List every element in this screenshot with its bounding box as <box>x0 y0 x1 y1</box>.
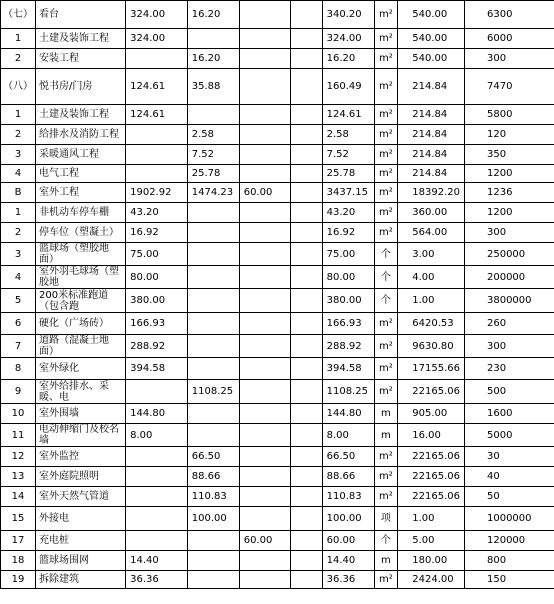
amount: 250000 <box>464 243 554 266</box>
item-name: 悦书房/门房 <box>36 69 126 105</box>
table-row <box>1 1 554 29</box>
unit: m² <box>374 1 398 29</box>
equipment-quantity <box>239 243 291 266</box>
spacer-cell <box>291 447 322 467</box>
unit-price: 214.84 <box>398 69 465 105</box>
unit: m² <box>374 313 398 335</box>
spacer-cell <box>291 49 322 69</box>
item-name: 充电桩 <box>36 531 126 551</box>
item-name: 土建及装饰工程 <box>36 29 126 49</box>
equipment-quantity <box>239 165 291 183</box>
table-row <box>1 404 554 424</box>
total-quantity: 25.78 <box>322 165 374 183</box>
table-row <box>1 203 554 223</box>
amount: 230 <box>464 358 554 380</box>
row-number: 11 <box>1 424 36 447</box>
item-name: 室外工程 <box>36 183 126 203</box>
row-number: 4 <box>1 266 36 289</box>
spacer-cell <box>291 571 322 589</box>
item-name: 道路（混凝土地面） <box>36 335 126 358</box>
unit: m² <box>374 49 398 69</box>
civil-quantity: 14.40 <box>126 551 188 571</box>
equipment-quantity <box>239 29 291 49</box>
install-quantity <box>187 358 239 380</box>
unit-price: 5.00 <box>398 531 465 551</box>
total-quantity: 88.66 <box>322 467 374 487</box>
spacer-cell <box>291 223 322 243</box>
spacer-cell <box>291 335 322 358</box>
equipment-quantity <box>239 49 291 69</box>
civil-quantity <box>126 165 188 183</box>
amount: 1236 <box>464 183 554 203</box>
item-name: 室外绿化 <box>36 358 126 380</box>
civil-quantity: 324.00 <box>126 1 188 29</box>
total-quantity: 16.92 <box>322 223 374 243</box>
equipment-quantity <box>239 335 291 358</box>
install-quantity <box>187 266 239 289</box>
table-row <box>1 105 554 125</box>
total-quantity: 1108.25 <box>322 380 374 404</box>
total-quantity: 66.50 <box>322 447 374 467</box>
install-quantity <box>187 571 239 589</box>
unit-price: 18392.20 <box>398 183 465 203</box>
civil-quantity: 8.00 <box>126 424 188 447</box>
unit: 个 <box>374 531 398 551</box>
civil-quantity: 43.20 <box>126 203 188 223</box>
item-name: 篮球场围网 <box>36 551 126 571</box>
table-row <box>1 165 554 183</box>
equipment-quantity <box>239 358 291 380</box>
equipment-quantity <box>239 105 291 125</box>
civil-quantity <box>126 447 188 467</box>
item-name: 室外给排水、采暖、电 <box>36 380 126 404</box>
install-quantity <box>187 551 239 571</box>
item-name: 200米标准跑道（包含跑 <box>36 289 126 313</box>
total-quantity: 3437.15 <box>322 183 374 203</box>
install-quantity: 7.52 <box>187 145 239 165</box>
total-quantity: 14.40 <box>322 551 374 571</box>
install-quantity <box>187 531 239 551</box>
table-row <box>1 49 554 69</box>
item-name: 安装工程 <box>36 49 126 69</box>
total-quantity: 43.20 <box>322 203 374 223</box>
row-number: 15 <box>1 507 36 531</box>
spacer-cell <box>291 404 322 424</box>
unit: m² <box>374 358 398 380</box>
table-row <box>1 243 554 266</box>
amount: 1200 <box>464 203 554 223</box>
equipment-quantity <box>239 125 291 145</box>
spacer-cell <box>291 531 322 551</box>
row-number: 2 <box>1 125 36 145</box>
total-quantity: 380.00 <box>322 289 374 313</box>
spacer-cell <box>291 145 322 165</box>
unit: m² <box>374 125 398 145</box>
amount: 120 <box>464 125 554 145</box>
civil-quantity <box>126 487 188 507</box>
row-number: 4 <box>1 165 36 183</box>
unit-price: 360.00 <box>398 203 465 223</box>
install-quantity: 66.50 <box>187 447 239 467</box>
equipment-quantity <box>239 380 291 404</box>
civil-quantity: 124.61 <box>126 105 188 125</box>
civil-quantity: 394.58 <box>126 358 188 380</box>
install-quantity: 35.88 <box>187 69 239 105</box>
unit: 个 <box>374 243 398 266</box>
spacer-cell <box>291 29 322 49</box>
unit-price: 540.00 <box>398 29 465 49</box>
table-row <box>1 571 554 589</box>
equipment-quantity <box>239 266 291 289</box>
total-quantity: 75.00 <box>322 243 374 266</box>
unit-price: 214.84 <box>398 145 465 165</box>
amount: 30 <box>464 447 554 467</box>
spacer-cell <box>291 424 322 447</box>
unit: m <box>374 404 398 424</box>
table-row <box>1 380 554 404</box>
table-row <box>1 447 554 467</box>
total-quantity: 2.58 <box>322 125 374 145</box>
unit-price: 2424.00 <box>398 571 465 589</box>
unit: m² <box>374 165 398 183</box>
unit-price: 1.00 <box>398 507 465 531</box>
item-name: 采暖通风工程 <box>36 145 126 165</box>
spacer-cell <box>291 266 322 289</box>
row-number: 1 <box>1 29 36 49</box>
table-row <box>1 266 554 289</box>
equipment-quantity <box>239 487 291 507</box>
equipment-quantity <box>239 223 291 243</box>
total-quantity: 288.92 <box>322 335 374 358</box>
spacer-cell <box>291 313 322 335</box>
table-row <box>1 487 554 507</box>
spacer-cell <box>291 69 322 105</box>
amount: 500 <box>464 380 554 404</box>
install-quantity <box>187 223 239 243</box>
total-quantity: 60.00 <box>322 531 374 551</box>
total-quantity: 16.20 <box>322 49 374 69</box>
table-row <box>1 183 554 203</box>
civil-quantity <box>126 531 188 551</box>
unit-price: 905.00 <box>398 404 465 424</box>
row-number: （七） <box>1 1 36 29</box>
row-number: 2 <box>1 223 36 243</box>
unit-price: 6420.53 <box>398 313 465 335</box>
install-quantity: 1474.23 <box>187 183 239 203</box>
amount: 7470 <box>464 69 554 105</box>
amount: 200000 <box>464 266 554 289</box>
install-quantity: 16.20 <box>187 1 239 29</box>
amount: 6300 <box>464 1 554 29</box>
spacer-cell <box>291 380 322 404</box>
equipment-quantity: 60.00 <box>239 183 291 203</box>
item-name: 非机动车停车棚 <box>36 203 126 223</box>
table-row <box>1 223 554 243</box>
total-quantity: 100.00 <box>322 507 374 531</box>
equipment-quantity <box>239 289 291 313</box>
spacer-cell <box>291 165 322 183</box>
install-quantity <box>187 289 239 313</box>
row-number: 2 <box>1 49 36 69</box>
amount: 1200 <box>464 165 554 183</box>
equipment-quantity <box>239 145 291 165</box>
unit-price: 564.00 <box>398 223 465 243</box>
amount: 50 <box>464 487 554 507</box>
spacer-cell <box>291 125 322 145</box>
spacer-cell <box>291 243 322 266</box>
item-name: 室外监控 <box>36 447 126 467</box>
unit: m² <box>374 29 398 49</box>
total-quantity: 80.00 <box>322 266 374 289</box>
civil-quantity: 380.00 <box>126 289 188 313</box>
table-row <box>1 335 554 358</box>
row-number: 3 <box>1 243 36 266</box>
spacer-cell <box>291 289 322 313</box>
civil-quantity <box>126 49 188 69</box>
amount: 300 <box>464 49 554 69</box>
equipment-quantity <box>239 507 291 531</box>
unit: m² <box>374 380 398 404</box>
install-quantity: 110.83 <box>187 487 239 507</box>
amount: 120000 <box>464 531 554 551</box>
table-row <box>1 551 554 571</box>
amount: 800 <box>464 551 554 571</box>
amount: 300 <box>464 223 554 243</box>
unit-price: 214.84 <box>398 165 465 183</box>
spacer-cell <box>291 105 322 125</box>
item-name: 电气工程 <box>36 165 126 183</box>
spacer-cell <box>291 467 322 487</box>
row-number: 1 <box>1 203 36 223</box>
row-number: （八） <box>1 69 36 105</box>
install-quantity <box>187 424 239 447</box>
spacer-cell <box>291 507 322 531</box>
spacer-cell <box>291 183 322 203</box>
row-number: 9 <box>1 380 36 404</box>
install-quantity: 1108.25 <box>187 380 239 404</box>
row-number: 19 <box>1 571 36 589</box>
item-name: 拆除建筑 <box>36 571 126 589</box>
equipment-quantity <box>239 551 291 571</box>
unit-price: 540.00 <box>398 49 465 69</box>
civil-quantity <box>126 507 188 531</box>
spacer-cell <box>291 203 322 223</box>
spacer-cell <box>291 1 322 29</box>
total-quantity: 160.49 <box>322 69 374 105</box>
item-name: 室外羽毛球场（塑胶地 <box>36 266 126 289</box>
unit-price: 214.84 <box>398 105 465 125</box>
unit-price: 17155.66 <box>398 358 465 380</box>
unit-price: 22165.06 <box>398 467 465 487</box>
amount: 3800000 <box>464 289 554 313</box>
table-row <box>1 29 554 49</box>
unit-price: 214.84 <box>398 125 465 145</box>
equipment-quantity <box>239 571 291 589</box>
item-name: 篮球场（塑胶地面） <box>36 243 126 266</box>
civil-quantity <box>126 145 188 165</box>
unit: m² <box>374 183 398 203</box>
row-number: 18 <box>1 551 36 571</box>
row-number: 6 <box>1 313 36 335</box>
install-quantity <box>187 29 239 49</box>
unit: m <box>374 424 398 447</box>
civil-quantity: 324.00 <box>126 29 188 49</box>
amount: 350 <box>464 145 554 165</box>
row-number: 7 <box>1 335 36 358</box>
table-row <box>1 289 554 313</box>
row-number: 3 <box>1 145 36 165</box>
unit: m² <box>374 571 398 589</box>
civil-quantity: 80.00 <box>126 266 188 289</box>
total-quantity: 36.36 <box>322 571 374 589</box>
civil-quantity: 166.93 <box>126 313 188 335</box>
unit: m² <box>374 447 398 467</box>
row-number: B <box>1 183 36 203</box>
amount: 1600 <box>464 404 554 424</box>
row-number: 13 <box>1 467 36 487</box>
total-quantity: 394.58 <box>322 358 374 380</box>
amount: 1000000 <box>464 507 554 531</box>
equipment-quantity <box>239 313 291 335</box>
table-row <box>1 358 554 380</box>
item-name: 电动伸缩门及校名墙 <box>36 424 126 447</box>
row-number: 14 <box>1 487 36 507</box>
item-name: 硬化（广场砖） <box>36 313 126 335</box>
unit-price: 3.00 <box>398 243 465 266</box>
unit: m² <box>374 335 398 358</box>
unit: m² <box>374 223 398 243</box>
civil-quantity: 288.92 <box>126 335 188 358</box>
equipment-quantity <box>239 69 291 105</box>
equipment-quantity <box>239 447 291 467</box>
unit: 个 <box>374 266 398 289</box>
unit: m² <box>374 145 398 165</box>
total-quantity: 340.20 <box>322 1 374 29</box>
total-quantity: 7.52 <box>322 145 374 165</box>
civil-quantity <box>126 380 188 404</box>
unit: m² <box>374 105 398 125</box>
civil-quantity <box>126 125 188 145</box>
unit-price: 16.00 <box>398 424 465 447</box>
install-quantity <box>187 335 239 358</box>
civil-quantity: 1902.92 <box>126 183 188 203</box>
item-name: 室外天然气管道 <box>36 487 126 507</box>
table-row <box>1 145 554 165</box>
item-name: 室外庭院照明 <box>36 467 126 487</box>
spacer-cell <box>291 551 322 571</box>
unit: m² <box>374 487 398 507</box>
amount: 5800 <box>464 105 554 125</box>
amount: 40 <box>464 467 554 487</box>
install-quantity <box>187 243 239 266</box>
item-name: 土建及装饰工程 <box>36 105 126 125</box>
civil-quantity <box>126 467 188 487</box>
civil-quantity: 16.92 <box>126 223 188 243</box>
equipment-quantity <box>239 467 291 487</box>
row-number: 5 <box>1 289 36 313</box>
spacer-cell <box>291 358 322 380</box>
spacer-cell <box>291 487 322 507</box>
equipment-quantity <box>239 1 291 29</box>
item-name: 室外围墙 <box>36 404 126 424</box>
install-quantity <box>187 313 239 335</box>
unit-price: 9630.80 <box>398 335 465 358</box>
table-row <box>1 467 554 487</box>
install-quantity: 100.00 <box>187 507 239 531</box>
install-quantity: 25.78 <box>187 165 239 183</box>
unit: m² <box>374 69 398 105</box>
total-quantity: 124.61 <box>322 105 374 125</box>
row-number: 17 <box>1 531 36 551</box>
civil-quantity: 36.36 <box>126 571 188 589</box>
civil-quantity: 75.00 <box>126 243 188 266</box>
unit-price: 22165.06 <box>398 380 465 404</box>
item-name: 外接电 <box>36 507 126 531</box>
equipment-quantity <box>239 404 291 424</box>
table-row <box>1 69 554 105</box>
unit: 项 <box>374 507 398 531</box>
unit-price: 1.00 <box>398 289 465 313</box>
total-quantity: 324.00 <box>322 29 374 49</box>
row-number: 8 <box>1 358 36 380</box>
row-number: 10 <box>1 404 36 424</box>
equipment-quantity: 60.00 <box>239 531 291 551</box>
unit-price: 22165.06 <box>398 487 465 507</box>
table-row <box>1 424 554 447</box>
unit-price: 180.00 <box>398 551 465 571</box>
unit: 个 <box>374 289 398 313</box>
install-quantity: 16.20 <box>187 49 239 69</box>
row-number: 12 <box>1 447 36 467</box>
total-quantity: 144.80 <box>322 404 374 424</box>
amount: 260 <box>464 313 554 335</box>
civil-quantity: 124.61 <box>126 69 188 105</box>
item-name: 给排水及消防工程 <box>36 125 126 145</box>
item-name: 停车位（塑凝土） <box>36 223 126 243</box>
table-row <box>1 125 554 145</box>
table-row <box>1 507 554 531</box>
amount: 5000 <box>464 424 554 447</box>
equipment-quantity <box>239 424 291 447</box>
install-quantity <box>187 105 239 125</box>
table-row <box>1 531 554 551</box>
amount: 6000 <box>464 29 554 49</box>
install-quantity <box>187 203 239 223</box>
total-quantity: 110.83 <box>322 487 374 507</box>
unit-price: 22165.06 <box>398 447 465 467</box>
unit: m <box>374 551 398 571</box>
install-quantity: 88.66 <box>187 467 239 487</box>
unit: m² <box>374 467 398 487</box>
install-quantity: 2.58 <box>187 125 239 145</box>
install-quantity <box>187 404 239 424</box>
amount: 150 <box>464 571 554 589</box>
amount: 300 <box>464 335 554 358</box>
table-row <box>1 313 554 335</box>
civil-quantity: 144.80 <box>126 404 188 424</box>
row-number: 1 <box>1 105 36 125</box>
unit: m² <box>374 203 398 223</box>
equipment-quantity <box>239 203 291 223</box>
total-quantity: 166.93 <box>322 313 374 335</box>
item-name: 看台 <box>36 1 126 29</box>
unit-price: 540.00 <box>398 1 465 29</box>
total-quantity: 8.00 <box>322 424 374 447</box>
unit-price: 4.00 <box>398 266 465 289</box>
